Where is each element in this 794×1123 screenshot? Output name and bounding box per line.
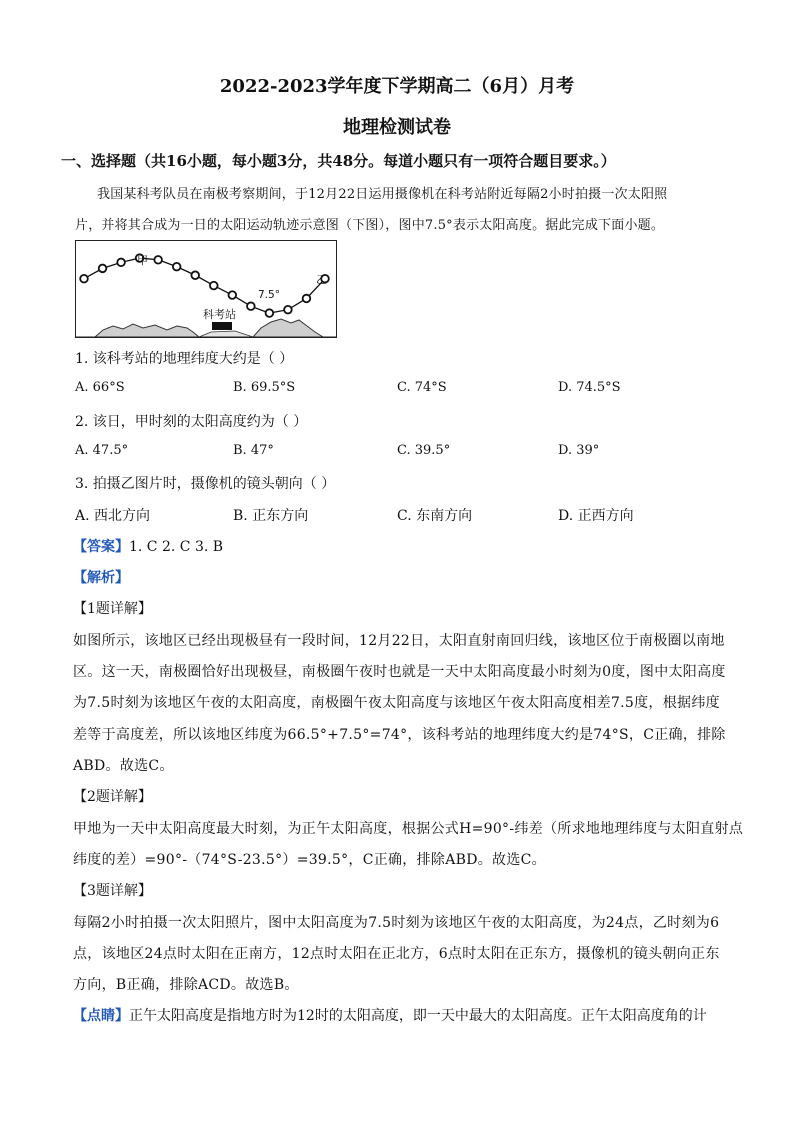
detail-2-line-2: 纬度的差）=90°-（74°S-23.5°）=39.5°，C正确，排除ABD。故选C。 — [73, 852, 546, 868]
question-3-stem: 3. 拍摄乙图片时，摄像机的镜头朝向（ ） — [75, 476, 336, 492]
detail-2-line-1: 甲地为一天中太阳高度最大时刻，为正午太阳高度，根据公式H=90°-纬差（所求地地理纬度与太阳直射点 — [73, 821, 744, 837]
q1-option-c[interactable]: C. 74°S — [397, 380, 447, 395]
q3-option-b[interactable]: B. 正东方向 — [233, 508, 309, 524]
sun-point — [303, 295, 311, 303]
sun-point — [154, 256, 162, 264]
q2-option-c[interactable]: C. 39.5° — [397, 443, 451, 458]
sun-point — [210, 282, 218, 290]
sun-point — [266, 309, 274, 317]
label-angle: 7.5° — [258, 289, 280, 301]
detail-3-line-2: 点，该地区24点时太阳在正南方，12点时太阳在正北方，6点时太阳在正东方，摄像机的镜头朝向正东 — [73, 946, 720, 962]
detail-1-tag: 【1题详解】 — [73, 601, 152, 617]
intro-line-1: 我国某科考队员在南极考察期间，于12月22日运用摄像机在科考站附近每隔2小时拍摄一次太阳照 — [97, 187, 668, 202]
tip-text: 正午太阳高度是指地方时为12时的太阳高度，即一天中最大的太阳高度。正午太阳高度角的计 — [129, 1008, 707, 1024]
detail-3-line-3: 方向，B正确，排除ACD。故选B。 — [73, 977, 299, 993]
sun-point — [191, 271, 199, 279]
exam-title: 2022-2023学年度下学期高二（6月）月考 — [219, 76, 575, 97]
q3-option-c[interactable]: C. 东南方向 — [397, 508, 473, 524]
exam-subtitle: 地理检测试卷 — [343, 117, 451, 138]
detail-1-line-5: ABD。故选C。 — [73, 758, 174, 774]
section-heading: 一、选择题（共16小题，每小题3分，共48分。每道小题只有一项符合题目要求。） — [61, 152, 616, 170]
station-label: 科考站 — [203, 308, 236, 321]
q2-option-d[interactable]: D. 39° — [558, 443, 600, 458]
detail-3-line-1: 每隔2小时拍摄一次太阳照片，图中太阳高度为7.5时刻为该地区午夜的太阳高度，为24点，乙时刻为6 — [73, 915, 720, 931]
sun-point — [247, 302, 255, 310]
intro-line-2: 片，并将其合成为一日的太阳运动轨迹示意图（下图），图中7.5°表示太阳高度。据此完成下面小题。 — [75, 218, 665, 233]
analysis-tag: 【解析】 — [73, 570, 129, 586]
q2-option-b[interactable]: B. 47° — [233, 443, 274, 458]
q1-option-a[interactable]: A. 66°S — [75, 380, 125, 395]
detail-1-line-2: 区。这一天，南极圈恰好出现极昼，南极圈午夜时也就是一天中太阳高度最小时刻为0度，图中太阳高度 — [73, 664, 726, 680]
sun-path-figure — [75, 240, 337, 338]
question-2-stem: 2. 该日，甲时刻的太阳高度约为（ ） — [75, 414, 308, 430]
q3-option-d[interactable]: D. 正西方向 — [558, 508, 634, 524]
detail-1-line-4: 差等于高度差，所以该地区纬度为66.5°+7.5°=74°，该科考站的地理纬度大约是74°S，C正确，排除 — [73, 727, 726, 743]
sun-point — [99, 265, 107, 273]
detail-1-line-1: 如图所示，该地区已经出现极昼有一段时间，12月22日，太阳直射南回归线，该地区位于南极圈以南地 — [73, 633, 725, 649]
question-1-stem: 1. 该科考站的地理纬度大约是（ ） — [75, 351, 294, 367]
sun-point — [173, 263, 181, 271]
tip-tag: 【点睛】 — [73, 1008, 129, 1024]
answer-tag: 【答案】 — [73, 539, 129, 555]
tip-row — [73, 1005, 707, 1025]
q1-option-b[interactable]: B. 69.5°S — [233, 380, 296, 395]
analysis-row — [73, 567, 129, 587]
detail-2-tag: 【2题详解】 — [73, 789, 152, 805]
station-block — [212, 322, 232, 330]
q2-option-a[interactable]: A. 47.5° — [75, 443, 129, 458]
sun-point — [284, 306, 292, 314]
sun-point — [229, 291, 237, 299]
answer-text: 1. C 2. C 3. B — [129, 539, 224, 555]
q3-option-a[interactable]: A. 西北方向 — [75, 508, 151, 524]
detail-1-line-3: 为7.5时刻为该地区午夜的太阳高度，南极圈午夜太阳高度与该地区午夜太阳高度相差7.5度，根据纬度 — [73, 695, 720, 711]
answer-row — [73, 536, 223, 556]
label-yi: 乙 — [316, 273, 327, 286]
q1-option-d[interactable]: D. 74.5°S — [558, 380, 621, 395]
sun-point — [117, 259, 125, 267]
sun-path-diagram — [75, 240, 337, 338]
sun-point — [80, 275, 88, 283]
label-jia: 甲 — [137, 254, 148, 267]
detail-3-tag: 【3题详解】 — [73, 883, 152, 899]
